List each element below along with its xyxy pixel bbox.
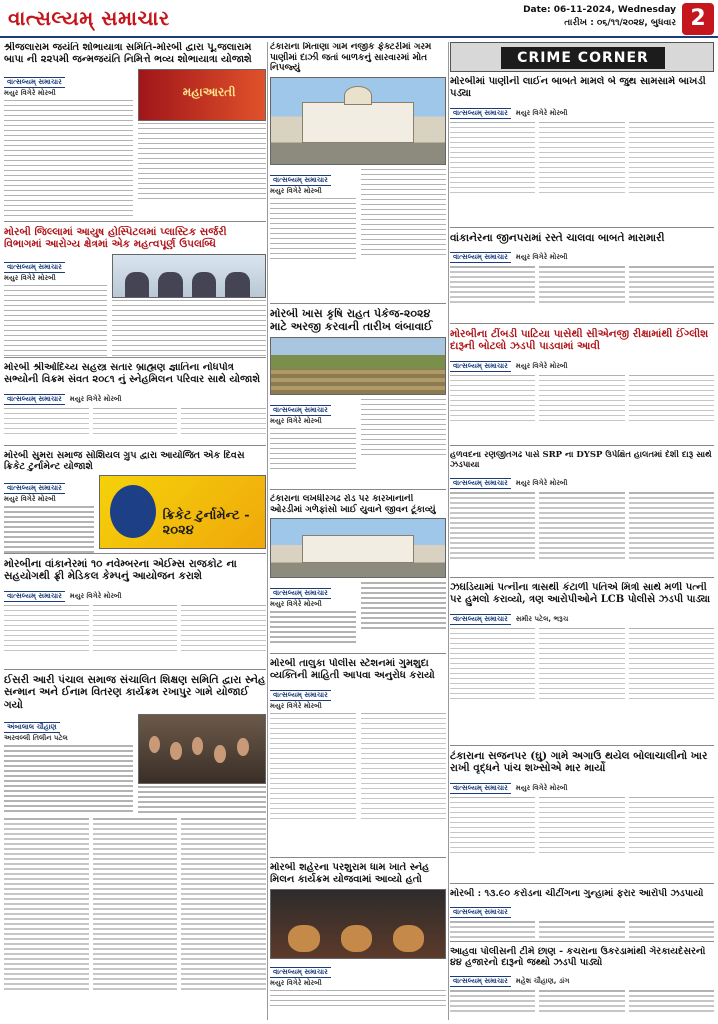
article-text [450, 266, 714, 271]
article-text [4, 818, 266, 823]
headline: ઈસરી આરી પંચાલ સમાજ સંચાલિત શિક્ષણ સમિતિ દ્વારા સ્નેહ સન્માન અને ઈનામ વિતરણ કાર્યક્રમ રખાપુર ગામે યોજાઈ ગયો [4, 674, 266, 711]
story-ahwa-liquor-seizure [450, 946, 714, 1020]
byline: વાત્સલ્યમ્ સમાચાર [450, 108, 511, 119]
article-text [4, 506, 94, 553]
article-text [450, 492, 714, 497]
byline: વાત્સલ્યમ્ સમાચાર [270, 405, 331, 416]
article-text [4, 100, 133, 217]
hospital-photo [112, 254, 266, 298]
article-text [361, 399, 447, 456]
story-missing-person-appeal [270, 658, 446, 858]
byline: વાત્સલ્યમ્ સમાચાર [450, 907, 511, 918]
article-text [4, 408, 266, 413]
date-block [523, 4, 676, 30]
headline: મોરબી શહેરના પરશુરામ ધામ ખાતે સ્નેહ મિલન કાર્યક્રમ યોજવામાં આવ્યો હતો [270, 862, 430, 885]
byline: વાત્સલ્યમ્ સમાચાર [450, 614, 511, 625]
crime-corner-title: CRIME CORNER [501, 47, 665, 69]
byline: વાત્સલ્યમ્ સમાચાર [4, 262, 65, 273]
story-timbdi-liquor [450, 328, 714, 446]
story-jalaram-shobhayatra [4, 42, 266, 222]
headline: મોરબી ખાસ કૃષિ રાહત પેકેજ-૨૦૨૪ માટે અરજી કરવાની તારીખ લંબાવાઈ [270, 308, 433, 333]
byline: વાત્સલ્યમ્ સમાચાર [4, 394, 65, 405]
date-gujarati: તારીખ : ૦૬/૧૧/૨૦૨૪, બુધવાર [564, 18, 676, 28]
location: મયુર વિગેરે મોરબી [270, 600, 322, 609]
headline: મોરબી તાલુકા પોલીસ સ્ટેશનમાં ગુમશુદા વ્યક્તિની માહિતી આપવા અનુરોધ કરાયો [270, 658, 435, 681]
headline: શ્રીજલારામ જયંતિ શોભાયાત્રા સમિતિ-મોરબી દ્વારા પૂ.જલારામ બાપા ની ૨૨૫મી જન્મજયંતિ નિમિત્તે ભવ્ય શોભાયાત્રા યોજાશે [4, 42, 252, 65]
story-mitana-factory-death [270, 42, 446, 304]
headline: ટંકારાના સજનપર (ઘુ) ગામે અગાઉ થયેલ બોલાચાલીનો ખાર રાખી વૃદ્ધને પાંચ શખ્સોએ માર માર્યો [450, 750, 708, 775]
article-text [270, 611, 356, 643]
byline: વાત્સલ્યમ્ સમાચાર [270, 967, 331, 978]
masthead [0, 0, 718, 38]
location: મયુર વિગેરે મોરબી [270, 416, 322, 425]
story-cheating-accused [450, 888, 714, 942]
article-text [138, 123, 267, 200]
article-text [270, 990, 446, 1007]
story-brahmin-snehmilan [4, 362, 266, 446]
headline: મોરબી શ્રીઓદિચ્ય સહસ્ત્ર સતાર બ્રાહ્મણ જ્ઞાતિના નોધપોત્ર સભ્યોની વિક્રમ સંવત ૨૦૮૧ નું સ્નેહમિલન પરિવાર સાથે યોજાશે [4, 362, 261, 385]
headline: વાંકાનેરના જીનપરામાં રસ્તે ચાલવા બાબતે મારામારી [450, 232, 665, 244]
column-divider [267, 42, 268, 1020]
location: મયુર વિગેરે મોરબી [69, 394, 122, 403]
factory-photo [270, 77, 446, 165]
story-free-medical-camp [4, 558, 266, 670]
factory-room-photo [270, 518, 446, 578]
snehmilan-photo [270, 889, 446, 959]
newspaper-title: વાત્સલ્યમ્ સમાચાર [8, 6, 170, 30]
location: મયુર વિગેરે મોરબી [515, 361, 568, 370]
story-krishi-package [270, 308, 446, 490]
article-text [361, 582, 447, 629]
byline: વાત્સલ્યમ્ સમાચાર [270, 690, 331, 701]
cricket-poster-image [99, 475, 266, 549]
farm-field-photo [270, 337, 446, 395]
byline: વાત્સલ્યમ્ સમાચાર [450, 976, 511, 987]
page-number: 2 [682, 3, 714, 35]
location: મયુર વિગેરે મોરબી [69, 591, 122, 600]
event-photo [138, 714, 267, 784]
story-jhagadia-attack [450, 582, 714, 746]
article-text [450, 628, 714, 633]
location: મયુર વિગેરે મોરબી [4, 88, 56, 97]
location: મયુર વિગેરે મોરબી [4, 273, 56, 282]
story-ayush-hospital [4, 226, 266, 358]
article-text [4, 745, 133, 812]
byline: અંબાલાલ ચૌહાણ [4, 722, 60, 733]
headline: ટંકારાના લખધીરગઢ રોડ પર કારખાનાની ઓરડીમાં ગળેફાંસો ખાઈ યુવાને જીવન ટૂંકાવ્યું [270, 494, 436, 515]
byline: વાત્સલ્યમ્ સમાચાર [4, 483, 65, 494]
location: મયુર વિગેરે મોરબી [515, 783, 568, 792]
byline: વાત્સલ્યમ્ સમાચાર [450, 252, 511, 263]
article-text [138, 786, 267, 813]
headline: ઝઘડિયામાં પત્નીના ત્રાસથી કંટાળી પતિએ મિત્રો સાથે મળી પત્ની પર હુમલો કરાવ્યો, ત્રણ આરોપીઓને LCB પોલીસે ઝડપી પાડ્યા [450, 582, 711, 605]
article-text [450, 122, 714, 127]
headline: મોરબીના ટીંબડી પાટિયા પાસેથી સીએનજી રીક્ષામાંથી ઈંગ્લીશ દારૂની બોટલો ઝડપી પાડવામાં આવી [450, 328, 709, 353]
location: મયુર વિગેરે મોરબી [515, 108, 568, 117]
crime-corner-banner [450, 42, 714, 72]
story-lakhdhirgadh-suicide [270, 494, 446, 654]
article-text [450, 990, 714, 995]
location: મહેશ ચૌહાણ, ડાંગ [515, 977, 570, 986]
location: અરવલ્લી તિલીન પટેલ [4, 734, 68, 743]
article-text [450, 921, 714, 926]
column-divider [448, 42, 449, 1020]
story-panchal-samaj [4, 674, 266, 1020]
story-jinpara-fight [450, 232, 714, 324]
article-text [4, 285, 107, 357]
article-text [270, 198, 356, 260]
byline: વાત્સલ્યમ્ સમાચાર [450, 783, 511, 794]
byline: વાત્સલ્યમ્ સમાચાર [450, 478, 511, 489]
headline: આહવા પોલીસની ટીમે છાણ - કચરાના ઉકરડામાંથી ગેરકાયદેસરનો ૪૪ હજારનો દારૂનો જથ્થો ઝડપી પાડ્યો [450, 946, 706, 969]
story-water-line-clash [450, 76, 714, 228]
headline: હળવદના રણજીતગઢ પાસે SRP ના DYSP ઉપેક્ષિત હાલતમાં દેશી દારૂ સાથે ઝડપાયા [450, 450, 712, 471]
article-text [450, 797, 714, 802]
location: સમીર પટેલ, ભરૂચ [515, 614, 569, 623]
headline: મોરબીના વાંકાનેરમાં ૧૦ નવેમ્બરના એઈમ્સ રાજકોટ ના સહયોગથી ફ્રી મેડિકલ કેમ્પનું આયોજન કરાશે [4, 558, 237, 583]
banner-text: મહાઆરતી [182, 84, 236, 99]
article-text [4, 605, 266, 610]
article-text [361, 169, 447, 256]
story-srp-dysp-liquor [450, 450, 714, 578]
headline: મોરબીમાં પાણીની લાઈન બાબતે મામલે બે જુથ સામસામે બાખડી પડ્યા [450, 76, 706, 99]
headline: મોરબી જિલ્લામાં આયુષ હોસ્પિટલમાં પ્લાસ્ટિક સર્જરી વિભાગમાં આરોગ્ય ક્ષેત્રમાં એક મહત્વપૂર્ણ ઉપલબ્ધિ [4, 226, 227, 251]
location: મયુર વિગેરે મોરબી [515, 253, 568, 262]
story-sajanpar-assault [450, 750, 714, 884]
location: મયુર વિગેરે મોરબી [270, 186, 322, 195]
article-text [270, 713, 446, 718]
byline: વાત્સલ્યમ્ સમાચાર [4, 77, 65, 88]
byline: વાત્સલ્યમ્ સમાચાર [270, 588, 331, 599]
event-banner-image [138, 69, 267, 121]
location: મયુર વિગેરે મોરબી [4, 495, 56, 504]
headline: મોરબી : ૧૩.૯૦ કરોડના ચીટીંગના ગુન્હામાં ફરાર આરોપી ઝડપાયો [450, 888, 704, 899]
location: મયુર વિગેરે મોરબી [270, 701, 322, 710]
headline: મોરબી સુમરા સમાજ સોશિયલ ગ્રુપ દ્વારા આયોજિત એક દિવસ ક્રિકેટ ટુર્નામેન્ટ યોજાશે [4, 450, 245, 473]
location: મયુર વિગેરે મોરબી [270, 978, 322, 987]
article-text [450, 375, 714, 380]
article-text [270, 428, 356, 470]
byline: વાત્સલ્યમ્ સમાચાર [4, 591, 65, 602]
location: મયુર વિગેરે મોરબી [515, 479, 568, 488]
article-text [112, 300, 266, 358]
date-english: Date: 06-11-2024, Wednesday [523, 5, 676, 15]
headline: ટંકારાના મિતાણા ગામ નજીક ફેક્ટરીમાં ગરમ પાણીમાં દાઝી જતાં બાળકનું સારવારમાં મોત નિપજ્યું [270, 42, 432, 74]
story-cricket-tournament [4, 450, 266, 554]
byline: વાત્સલ્યમ્ સમાચાર [270, 175, 331, 186]
story-parshuram-dham [270, 862, 446, 1020]
poster-text: ક્રિકેટ ટુર્નામેન્ટ - ૨૦૨૪ [162, 508, 250, 539]
byline: વાત્સલ્યમ્ સમાચાર [450, 361, 511, 372]
